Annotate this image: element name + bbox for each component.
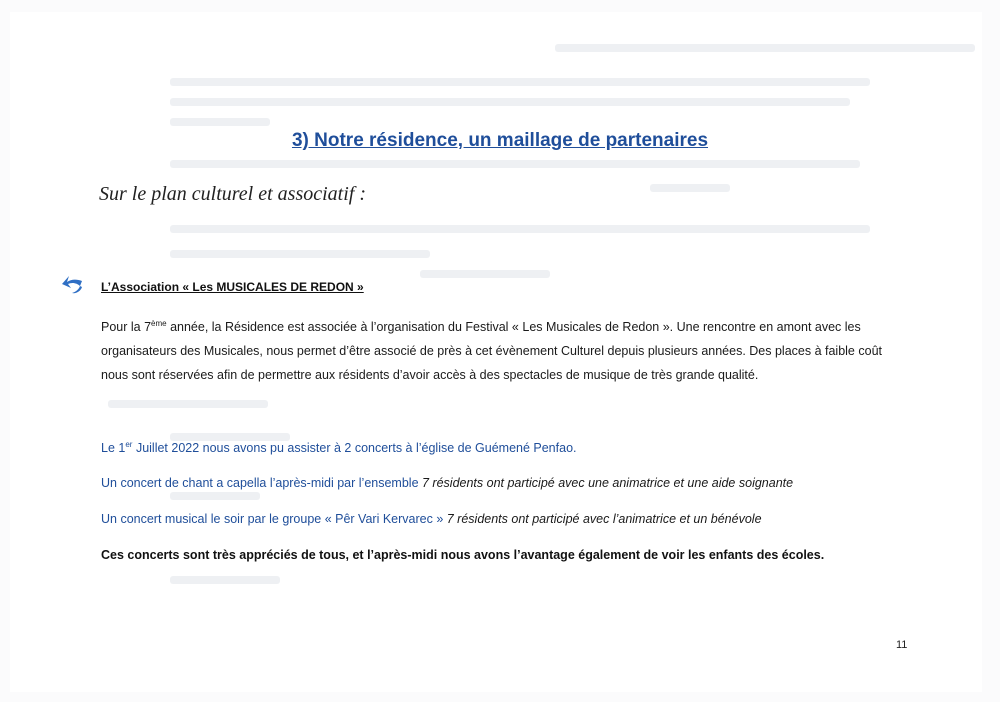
concert-1-participants: 7 résidents ont participé avec une animatrice et une aide soignante: [418, 476, 794, 490]
concert-2-line: [101, 512, 762, 526]
curved-arrow-left-icon: [60, 272, 86, 298]
paragraph-superscript: ème: [151, 319, 167, 328]
section-subheading: Sur le plan culturel et associatif :: [99, 183, 367, 205]
concert-1-description: Un concert de chant a capella l’après-midi par l’ensemble: [101, 476, 419, 490]
paragraph-text-2: année, la Résidence est associée à l’organisation du Festival « Les Musicales de Redon ». Une rencontre en amont avec les organisateurs des Musicales, nous permet d’être associé de près à cet évènement Culturel depuis plusieurs années. Des places à faible coût nous sont réservées afin de permettre aux résidents d’avoir accès à des spectacles de musique de très grande qualité.: [101, 320, 882, 383]
page-number: 11: [896, 639, 908, 651]
date-text-2: Juillet 2022 nous avons pu assister à 2 concerts à l’église de Guémené Penfao.: [132, 441, 577, 456]
paragraph-text-1: Pour la 7: [101, 320, 152, 335]
closing-statement: Ces concerts sont très appréciés de tous, et l’après-midi nous avons l’avantage également de voir les enfants des écoles.: [101, 548, 825, 562]
association-paragraph: [101, 312, 911, 387]
concert-1-line: [101, 476, 793, 490]
date-superscript: er: [125, 440, 133, 449]
concert-date-line: [101, 440, 577, 455]
association-title: L’Association « Les MUSICALES DE REDON »: [101, 280, 364, 294]
section-heading: 3) Notre résidence, un maillage de partenaires: [291, 130, 709, 151]
date-text-1: Le 1: [101, 441, 126, 456]
concert-2-description: Un concert musical le soir par le groupe « Pêr Vari Kervarec »: [101, 512, 444, 526]
concert-2-participants: 7 résidents ont participé avec l’animatrice et un bénévole: [443, 512, 762, 526]
